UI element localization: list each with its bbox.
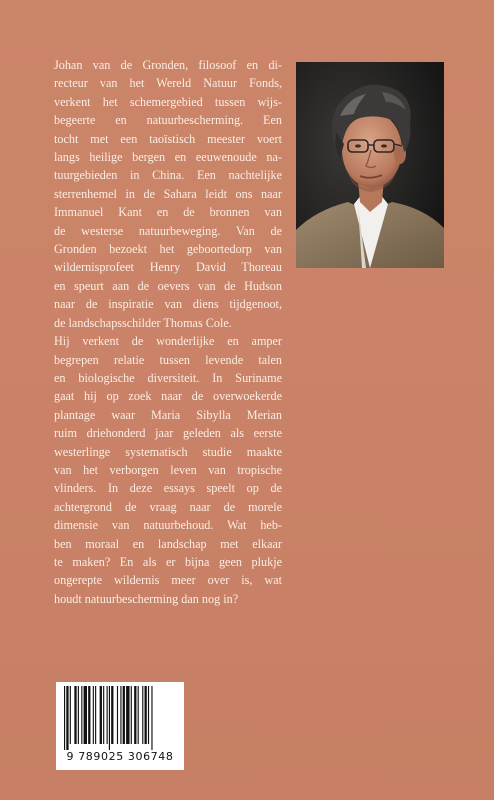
barcode-bars <box>56 682 184 752</box>
barcode-bar <box>120 686 121 744</box>
blurb-line: recteur van het Wereld Natuur Fonds, <box>54 76 282 91</box>
blurb-line: ruim driehonderd jaar geleden als eerste <box>54 426 282 441</box>
blurb-line: verkent het schemergebied tussen wijs- <box>54 94 282 109</box>
barcode-bar <box>78 686 79 744</box>
barcode-bar <box>134 686 136 744</box>
barcode-bar <box>151 686 152 750</box>
blurb-line: tuurgebieden in China. Een nachtelijke <box>54 168 282 183</box>
barcode-bar <box>103 686 104 744</box>
barcode-bar <box>109 686 110 750</box>
barcode-bar <box>70 686 71 744</box>
barcode-bar <box>74 686 76 744</box>
blurb-line: westerlinge systematisch studie maakte <box>54 444 282 459</box>
blurb-line: vlinders. In deze essays speelt op de <box>54 481 282 496</box>
blurb-line: begrepen relatie tussen levende talen <box>54 352 282 367</box>
barcode-bar <box>66 686 68 750</box>
blurb-line: Immanuel Kant en de bronnen van <box>54 205 282 220</box>
blurb-line: gaat hij op zoek naar de overwoekerde <box>54 389 282 404</box>
barcode-bar <box>138 686 139 744</box>
blurb-line: en speurt aan de oevers van de Hudson <box>54 278 282 293</box>
barcode-bar <box>107 686 108 744</box>
barcode-bar <box>111 686 113 744</box>
blurb-line: de landschapsschilder Thomas Cole. <box>54 315 232 330</box>
isbn-number: 9 789025 306748 <box>66 750 174 763</box>
blurb-line: langs heilige bergen en eeuwenoude na- <box>54 150 282 165</box>
barcode-bar <box>117 686 118 744</box>
barcode-bar <box>142 686 143 744</box>
barcode-bar <box>148 686 149 744</box>
author-portrait-illustration <box>296 62 444 268</box>
blurb-line: plantage waar Maria Sibylla Merian <box>54 407 282 422</box>
blurb-line: te maken? En als er bijna geen plukje <box>54 554 282 569</box>
blurb-line: begeerte en natuurbescherming. Een <box>54 113 282 128</box>
blurb-text <box>54 56 282 608</box>
blurb-line: naar de inspiratie van diens tijdgenoot, <box>54 297 282 312</box>
barcode-bar <box>131 686 132 744</box>
barcode-bar <box>126 686 129 744</box>
barcode-bar <box>64 686 65 750</box>
blurb-line: van het verborgen leven van tropische <box>54 462 282 477</box>
blurb-line: ongerepte wildernis meer over is, wat <box>54 573 282 588</box>
blurb-line: tocht met een taoïstisch meester voert <box>54 131 282 146</box>
barcode-bar <box>84 686 87 744</box>
barcode-bar <box>123 686 125 744</box>
blurb-line: Gronden bezoekt het geboortedorp van <box>54 242 282 257</box>
blurb-line: sterrenhemel in de Sahara leidt ons naar <box>54 186 282 201</box>
blurb-line: en biologische diversiteit. In Suriname <box>54 370 282 385</box>
barcode-bar <box>100 686 102 744</box>
blurb-line: Johan van de Gronden, filosoof en di- <box>54 58 282 72</box>
author-photo <box>296 62 444 268</box>
blurb-line: achtergrond de vraag naar de morele <box>54 499 282 514</box>
barcode-bar <box>88 686 90 744</box>
blurb-line: ben moraal en landschap met elkaar <box>54 536 282 551</box>
blurb-line: houdt natuurbescherming dan nog in? <box>54 591 239 606</box>
blurb-line: dimensie van natuurbehoud. Wat heb- <box>54 518 282 533</box>
blurb-line: Hij verkent de wonderlijke en amper <box>54 334 282 349</box>
barcode-bar <box>145 686 147 744</box>
barcode-bar <box>81 686 82 744</box>
barcode-bar <box>95 686 96 744</box>
blurb-line: wildernisprofeet Henry David Thoreau <box>54 260 282 275</box>
blurb-line: de westerse natuurbeweging. Van de <box>54 223 282 238</box>
barcode-bar <box>93 686 94 744</box>
